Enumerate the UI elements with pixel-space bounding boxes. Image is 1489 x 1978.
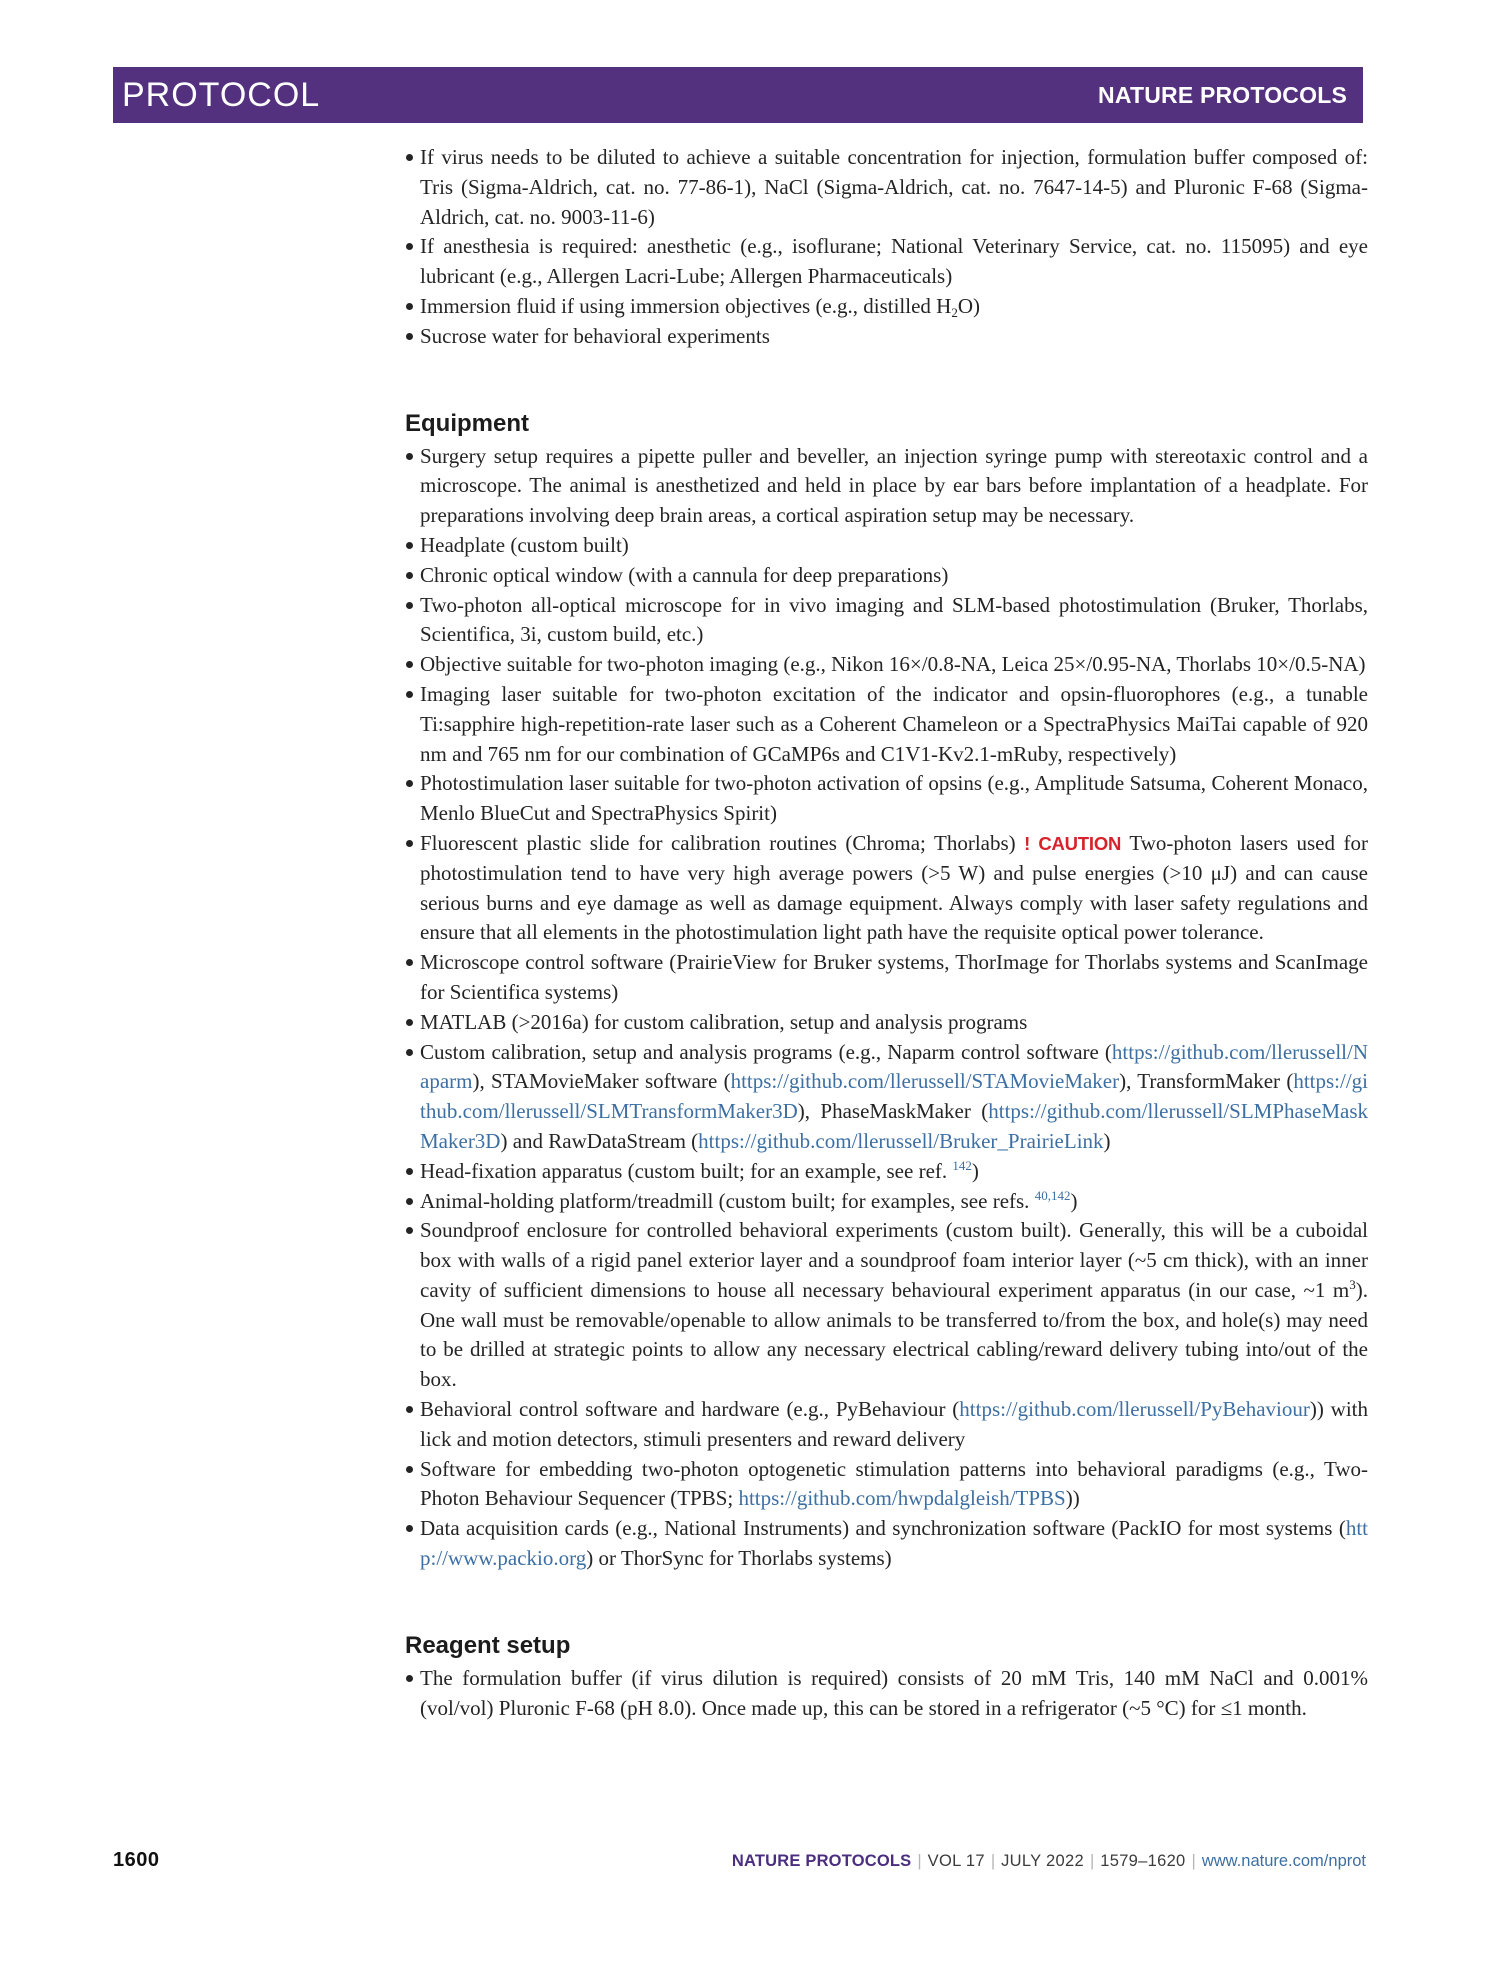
text-run: Sucrose water for behavioral experiments <box>420 323 770 348</box>
bullet-item <box>405 1514 1368 1574</box>
text-run: Immersion fluid if using immersion objectives (e.g., distilled H <box>420 293 952 318</box>
caution-label: ! CAUTION <box>1024 832 1122 854</box>
subscript: 2 <box>951 304 958 320</box>
equipment-heading: Equipment <box>405 409 529 437</box>
text-run: MATLAB (>2016a) for custom calibration, setup and analysis programs <box>420 1009 1028 1034</box>
bullet-item <box>405 143 1368 232</box>
reagent-setup-heading: Reagent setup <box>405 1631 571 1659</box>
text-run: If virus needs to be diluted to achieve a suitable concentration for injection, formulation buffer composed of: Tris (Sigma-Aldrich, cat. no. 77-86-1), NaCl (Sigma-Aldrich, cat. no. 7647-14-5) and Pluronic F-68 (Sigma-Aldrich, cat. no. 9003-11-6) <box>420 145 1368 229</box>
text-run: ), PhaseMaskMaker ( <box>797 1099 989 1124</box>
text-run: Behavioral control software and hardware (e.g., PyBehaviour ( <box>420 1397 960 1422</box>
text-run: Headplate (custom built) <box>420 532 629 557</box>
text-run: Surgery setup requires a pipette puller and beveller, an injection syringe pump with stereotaxic control and a microscope. The animal is anesthetized and held in place by ear bars before implantation of a headplate. For preparations involving deep brain areas, a cortical aspiration setup may be necessary. <box>420 443 1368 528</box>
bullet-item <box>405 1216 1368 1395</box>
text-run: Two-photon lasers used for photostimulation tend to have very high average powers (>5 W) and pulse energies (>10 μJ) and can cause serious burns and eye damage as well as damage equipment. Always comply with laser safety regulations and ensure that all elements in the photostimulation light path have the requisite optical power tolerance. <box>420 830 1368 945</box>
footer-journal-url[interactable]: www.nature.com/nprot <box>1201 1852 1366 1870</box>
bullet-item <box>405 1395 1368 1455</box>
bullet-item <box>405 680 1368 769</box>
bullet-item <box>405 292 1368 322</box>
hyperlink[interactable]: https://github.com/hwpdalgleish/TPBS <box>738 1486 1066 1511</box>
header-band <box>113 67 1363 123</box>
bullet-item <box>405 1157 1368 1187</box>
content-column <box>405 143 1368 1723</box>
text-run: Imaging laser suitable for two-photon excitation of the indicator and opsin-fluorophores (e.g., a tunable Ti:sapphire high-repetition-rate laser such as a Coherent Chameleon or a SpectraPhysics MaiTai capable of 920 nm and 765 nm for our combination of GCaMP6s and C1V1-Kv2.1-mRuby, respectively) <box>420 681 1368 766</box>
text-run: Photostimulation laser suitable for two-photon activation of opsins (e.g., Amplitude Satsuma, Coherent Monaco, Menlo BlueCut and SpectraPhysics Spirit) <box>420 771 1368 826</box>
text-run: Microscope control software (PrairieView for Bruker systems, ThorImage for Thorlabs systems and ScanImage for Scientifica systems) <box>420 950 1368 1004</box>
superscript: 3 <box>1349 1276 1356 1292</box>
footer-meta-item: VOL 17 <box>927 1852 985 1870</box>
footer-separator: | <box>1089 1852 1095 1870</box>
footer-journal-name: NATURE PROTOCOLS <box>731 1852 912 1870</box>
text-run: O) <box>957 293 981 318</box>
reagent-setup-list <box>405 1664 1368 1724</box>
page-footer <box>113 1849 1366 1872</box>
text-run: ), TransformMaker ( <box>1119 1069 1294 1094</box>
page-number: 1600 <box>113 1849 160 1871</box>
footer-separator: | <box>990 1852 996 1870</box>
text-run: ) or ThorSync for Thorlabs systems) <box>586 1546 892 1571</box>
text-run: The formulation buffer (if virus dilution is required) consists of 20 mM Tris, 140 mM NaCl and 0.001% (vol/vol) Pluronic F-68 (pH 8.0). Once made up, this can be stored in a refrigerator (~5 °C) for ≤1 month. <box>420 1665 1368 1720</box>
bullet-item <box>405 531 1368 561</box>
bullet-item <box>405 322 1368 352</box>
text-run: ) <box>1070 1188 1078 1213</box>
bullet-item <box>405 829 1368 948</box>
bullet-item <box>405 948 1368 1008</box>
equipment-list <box>405 442 1368 1574</box>
text-run: Objective suitable for two-photon imaging (e.g., Nikon 16×/0.8-NA, Leica 25×/0.95-NA, Thorlabs 10×/0.5-NA) <box>420 652 1366 677</box>
text-run: Soundproof enclosure for controlled behavioral experiments (custom built). Generally, this will be a cuboidal box with walls of a rigid panel exterior layer and a soundproof foam interior layer (~5 cm thick), with an inner cavity of sufficient dimensions to house all necessary behavioural experiment apparatus (in our case, ~1 m <box>420 1218 1368 1302</box>
text-run: ) <box>1103 1128 1111 1153</box>
reference-link[interactable]: 40,142 <box>1034 1187 1071 1203</box>
bullet-item <box>405 232 1368 292</box>
bullet-item <box>405 442 1368 531</box>
text-run: Data acquisition cards (e.g., National Instruments) and synchronization software (PackIO for most systems ( <box>420 1516 1346 1541</box>
reference-link[interactable]: 142 <box>952 1157 972 1173</box>
bullet-item <box>405 561 1368 591</box>
bullet-item <box>405 769 1368 829</box>
bullet-item <box>405 1038 1368 1157</box>
hyperlink[interactable]: https://github.com/llerussell/PyBehaviour <box>959 1397 1310 1422</box>
text-run: Software for embedding two-photon optogenetic stimulation patterns into behavioral paradigms (e.g., Two-Photon Behaviour Sequencer (TPBS; <box>420 1456 1368 1511</box>
hyperlink[interactable]: https://github.com/llerussell/SLMTransformMaker3D <box>420 1069 1368 1124</box>
hyperlink[interactable]: https://github.com/llerussell/Naparm <box>420 1039 1368 1094</box>
journal-name: NATURE PROTOCOLS <box>1098 81 1347 108</box>
footer-separator: | <box>1191 1852 1196 1870</box>
hyperlink[interactable]: https://github.com/llerussell/SLMPhaseMaskMaker3D <box>420 1099 1368 1153</box>
text-run: )) with lick and motion detectors, stimuli presenters and reward delivery <box>420 1397 1368 1451</box>
footer-citation <box>732 1852 1366 1871</box>
page-type-label: PROTOCOL <box>122 75 321 114</box>
bullet-item <box>405 1664 1368 1724</box>
text-run: ) and RawDataStream ( <box>500 1128 699 1153</box>
hyperlink[interactable]: http://www.packio.org <box>420 1516 1368 1571</box>
hyperlink[interactable]: https://github.com/llerussell/Bruker_PrairieLink <box>698 1128 1104 1153</box>
materials-list <box>405 143 1368 352</box>
footer-meta-item: 1579–1620 <box>1100 1852 1186 1870</box>
hyperlink[interactable]: https://github.com/llerussell/STAMovieMaker <box>730 1069 1120 1094</box>
bullet-item <box>405 1187 1368 1217</box>
text-run: Custom calibration, setup and analysis programs (e.g., Naparm control software ( <box>420 1039 1112 1064</box>
text-run: )) <box>1065 1486 1080 1511</box>
text-run: Two-photon all-optical microscope for in vivo imaging and SLM-based photostimulation (Bruker, Thorlabs, Scientifica, 3i, custom build, etc.) <box>420 592 1368 647</box>
text-run: If anesthesia is required: anesthetic (e.g., isoflurane; National Veterinary Service, cat. no. 115095) and eye lubricant (e.g., Allergen Lacri-Lube; Allergen Pharmaceuticals) <box>420 234 1368 289</box>
bullet-item <box>405 591 1368 651</box>
bullet-item <box>405 1455 1368 1515</box>
text-run: ). One wall must be removable/openable to allow animals to be transferred to/from the box, and hole(s) may need to be drilled at strategic points to allow any necessary electrical cabling/reward delivery tubing into/out of the box. <box>420 1277 1368 1392</box>
bullet-item <box>405 650 1368 680</box>
text-run: Chronic optical window (with a cannula for deep preparations) <box>420 562 949 587</box>
footer-separator: | <box>917 1852 922 1870</box>
text-run: Animal-holding platform/treadmill (custom built; for examples, see refs. <box>420 1188 1035 1213</box>
text-run: ), STAMovieMaker software ( <box>472 1069 731 1094</box>
bullet-item <box>405 1008 1368 1038</box>
text-run: ) <box>971 1158 979 1183</box>
text-run: Head-fixation apparatus (custom built; for an example, see ref. <box>420 1158 953 1183</box>
footer-meta-item: JULY 2022 <box>1001 1852 1084 1870</box>
text-run: Fluorescent plastic slide for calibration routines (Chroma; Thorlabs) <box>420 830 1025 855</box>
